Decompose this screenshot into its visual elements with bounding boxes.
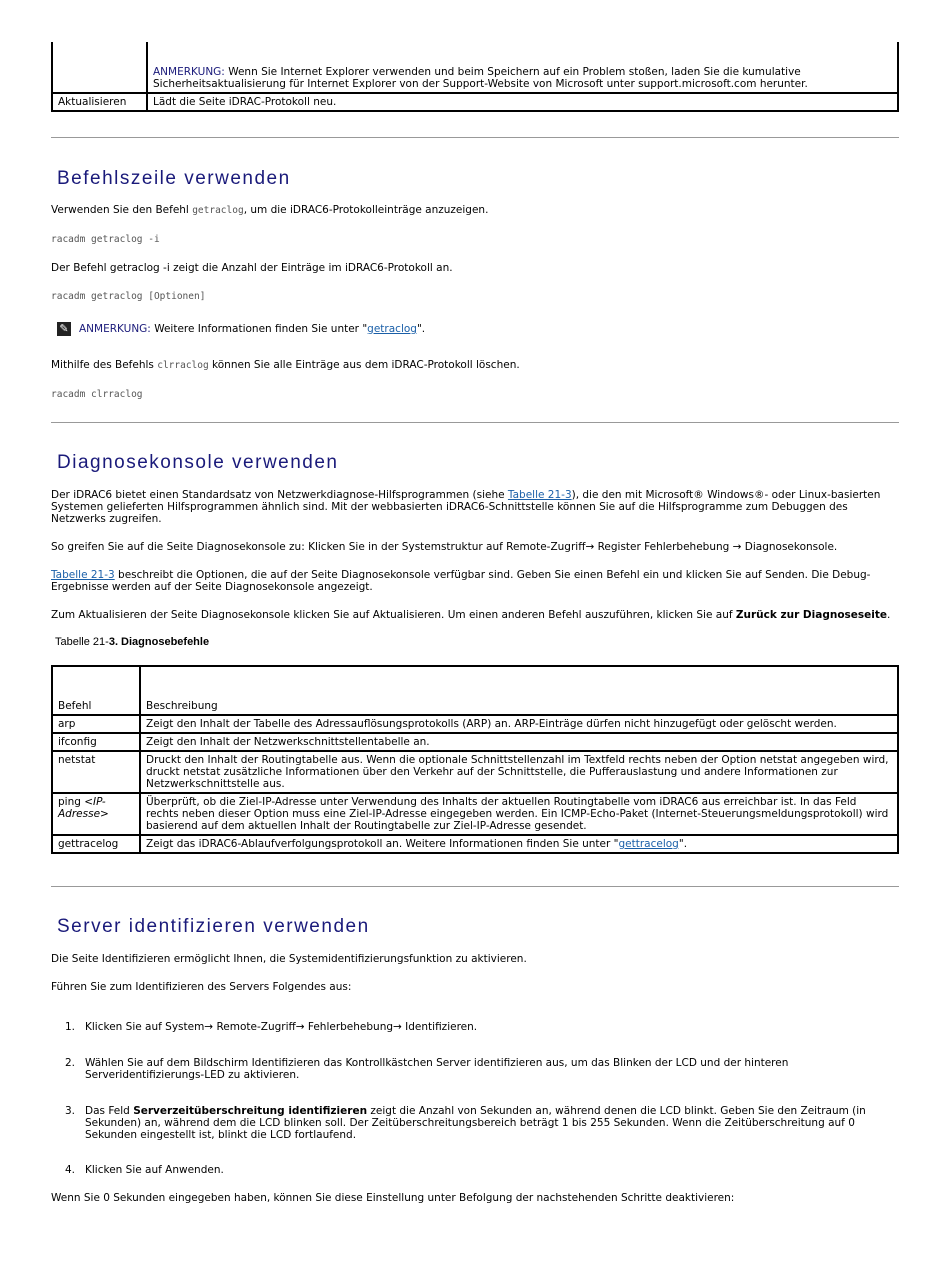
- description-cell: [140, 835, 898, 853]
- step-text: Klicken Sie auf Anwenden.: [85, 1164, 224, 1176]
- paragraph: [51, 489, 899, 525]
- note: [79, 323, 899, 335]
- gettracelog-link[interactable]: gettracelog: [618, 838, 679, 850]
- text: zeigt die Anzahl von Sekunden an, während denen die LCD blinkt. Geben Sie den Zeitraum (in Sekunden) an, während dem die LCD blinken soll. Der Zeitüberschreitungsbereich beträgt 1 bis 255 Sekunden. Wenn die Zeitüberschreitung auf 0 Sekunden eingestellt ist, blinkt die LCD fortlaufend.: [85, 1105, 866, 1141]
- description-cell: Zeigt den Inhalt der Tabelle des Adressauflösungsprotokolls (ARP) an. ARP-Einträge dürfen nicht hinzugefügt oder gelöscht werden.: [140, 715, 898, 733]
- text: Zum Aktualisieren der Seite Diagnosekonsole klicken Sie auf Aktualisieren. Um einen anderen Befehl auszuführen, klicken Sie auf: [51, 609, 736, 621]
- divider: [51, 886, 899, 887]
- bold-text: Zurück zur Diagnoseseite: [735, 609, 888, 621]
- table-caption: [55, 636, 903, 648]
- step-number: 3.: [65, 1105, 76, 1117]
- text: ".: [678, 838, 688, 850]
- text: Weitere Informationen finden Sie unter ": [150, 323, 368, 335]
- paragraph: [51, 609, 899, 621]
- section-heading-diagnostics: Diagnosekonsole verwenden: [57, 452, 339, 473]
- table-row: [52, 751, 898, 793]
- code-block: racadm getraclog -i: [51, 234, 160, 245]
- step-text: Wählen Sie auf dem Bildschirm Identifizieren das Kontrollkästchen Server identifizieren aus, um das Blinken der LCD und der hinteren Serveridentifizierungs-LED zu aktivieren.: [85, 1057, 789, 1081]
- section-heading-identify-server: Server identifizieren verwenden: [57, 916, 370, 937]
- table-header-row: [52, 666, 898, 715]
- text: beschreibt die Optionen, die auf der Seite Diagnosekonsole verfügbar sind. Geben Sie einen Befehl ein und klicken Sie auf Senden. Die Debug-Ergebnisse werden auf der Seite Diagnosekonsole angezeigt.: [51, 569, 871, 593]
- divider: [51, 422, 899, 423]
- table-row: [52, 835, 898, 853]
- description-cell: Druckt den Inhalt der Routingtabelle aus. Wenn die optionale Schnittstellenzahl im Textfeld rechts neben der Option netstat angegeben wird, druckt netstat zusätzliche Informationen über den Verkehr auf der Schnittstelle, die Pufferauslastung und andere Informationen zur Netzwerkschnittstelle aus.: [140, 751, 898, 793]
- paragraph: Wenn Sie 0 Sekunden eingegeben haben, können Sie diese Einstellung unter Befolgung der nachstehenden Schritte deaktivieren:: [51, 1192, 735, 1204]
- note-label: ANMERKUNG:: [153, 66, 225, 78]
- paragraph: Führen Sie zum Identifizieren des Servers Folgendes aus:: [51, 981, 352, 993]
- command-cell: [52, 793, 140, 835]
- table-row: [52, 715, 898, 733]
- inline-code: clrraclog: [157, 360, 209, 371]
- paragraph: [51, 359, 899, 372]
- table-cell: Lädt die Seite iDRAC-Protokoll neu.: [147, 93, 898, 111]
- text: ), die den mit Microsoft® Windows®- oder Linux-basierten Systemen gelieferten Hilfsprogrammen ähnlich sind. Mit der webbasierten iDRAC6-Schnittstelle können Sie auf die Hilfsprogramme zum Debuggen des Netzwerks zugreifen.: [51, 489, 881, 525]
- table-21-3-link[interactable]: Tabelle 21-3: [51, 569, 115, 581]
- paragraph: [51, 204, 899, 217]
- table-cell: Aktualisieren: [52, 93, 147, 111]
- paragraph: So greifen Sie auf die Seite Diagnosekonsole zu: Klicken Sie in der Systemstruktur auf Remote-Zugriff→ Register Fehlerbehebung → Diagnosekonsole.: [51, 541, 838, 553]
- command-cell: gettracelog: [52, 835, 140, 853]
- command-cell: netstat: [52, 751, 140, 793]
- description-cell: Überprüft, ob die Ziel-IP-Adresse unter Verwendung des Inhalts der aktuellen Routingtabelle vom iDRAC6 aus erreichbar ist. In das Feld rechts neben dieser Option muss eine Ziel-IP-Adresse eingegeben werden. Ein ICMP-Echo-Paket (Internet-Steuerungsmeldungsprotokoll) wird basierend auf dem aktuellen Inhalt der Routingtabelle zur Ziel-IP-Adresse gesendet.: [140, 793, 898, 835]
- caption-prefix: Tabelle 21-: [55, 636, 109, 648]
- text: ping <: [58, 796, 94, 808]
- command-cell: ifconfig: [52, 733, 140, 751]
- paragraph: [51, 569, 899, 593]
- inline-code: getraclog: [192, 205, 244, 216]
- paragraph: Der Befehl getraclog -i zeigt die Anzahl der Einträge im iDRAC6-Protokoll an.: [51, 262, 453, 274]
- step-text: [85, 1105, 885, 1141]
- paragraph: Die Seite Identifizieren ermöglicht Ihnen, die Systemidentifizierungsfunktion zu aktivieren.: [51, 953, 527, 965]
- table-cell: [147, 42, 898, 93]
- table-cell: [52, 42, 147, 93]
- step-number: 4.: [65, 1164, 76, 1176]
- diagnostic-commands-table: [51, 665, 899, 854]
- note-label: ANMERKUNG:: [79, 323, 151, 335]
- table-21-3-link[interactable]: Tabelle 21-3: [507, 489, 572, 501]
- getraclog-link[interactable]: getraclog: [367, 323, 417, 335]
- text: Zeigt das iDRAC6-Ablaufverfolgungsprotokoll an. Weitere Informationen finden Sie unter ": [146, 838, 619, 850]
- bold-text: Serverzeitüberschreitung identifizieren: [133, 1105, 368, 1117]
- text: , um die iDRAC6-Protokolleinträge anzuzeigen.: [243, 204, 489, 216]
- step-number: 2.: [65, 1057, 76, 1069]
- text: ".: [416, 323, 426, 335]
- section-heading-command-line: Befehlszeile verwenden: [57, 168, 291, 189]
- caption-title: 3. Diagnosebefehle: [108, 636, 210, 648]
- note-pencil-icon: ✎: [57, 322, 71, 336]
- step-number: 1.: [65, 1021, 76, 1033]
- divider: [51, 137, 899, 138]
- text: Mithilfe des Befehls: [51, 359, 158, 371]
- header-cell-command: Befehl: [52, 666, 140, 715]
- table-row: [52, 733, 898, 751]
- step-text: Klicken Sie auf System→ Remote-Zugriff→ Fehlerbehebung→ Identifizieren.: [85, 1021, 478, 1033]
- text: können Sie alle Einträge aus dem iDRAC-Protokoll löschen.: [208, 359, 520, 371]
- text: Der iDRAC6 bietet einen Standardsatz von Netzwerkdiagnose-Hilfsprogrammen (siehe: [51, 489, 508, 501]
- header-cell-description: Beschreibung: [140, 666, 898, 715]
- text: .: [887, 609, 891, 621]
- italic-text: IP-Adresse: [58, 796, 106, 820]
- table-row: [52, 42, 898, 93]
- text: Verwenden Sie den Befehl: [51, 204, 193, 216]
- command-cell: arp: [52, 715, 140, 733]
- code-block: racadm getraclog [Optionen]: [51, 291, 206, 302]
- text: Das Feld: [85, 1105, 134, 1117]
- table-row: [52, 93, 898, 111]
- text: >: [100, 808, 109, 820]
- table-row: [52, 793, 898, 835]
- code-block: racadm clrraclog: [51, 389, 143, 400]
- description-cell: Zeigt den Inhalt der Netzwerkschnittstellentabelle an.: [140, 733, 898, 751]
- note-text: Wenn Sie Internet Explorer verwenden und beim Speichern auf ein Problem stoßen, laden Sie die kumulative Sicherheitsaktualisierung für Internet Explorer von der Support-Website von Microsoft unter support.microsoft.com herunter.: [153, 66, 808, 90]
- log-options-table: [51, 42, 899, 112]
